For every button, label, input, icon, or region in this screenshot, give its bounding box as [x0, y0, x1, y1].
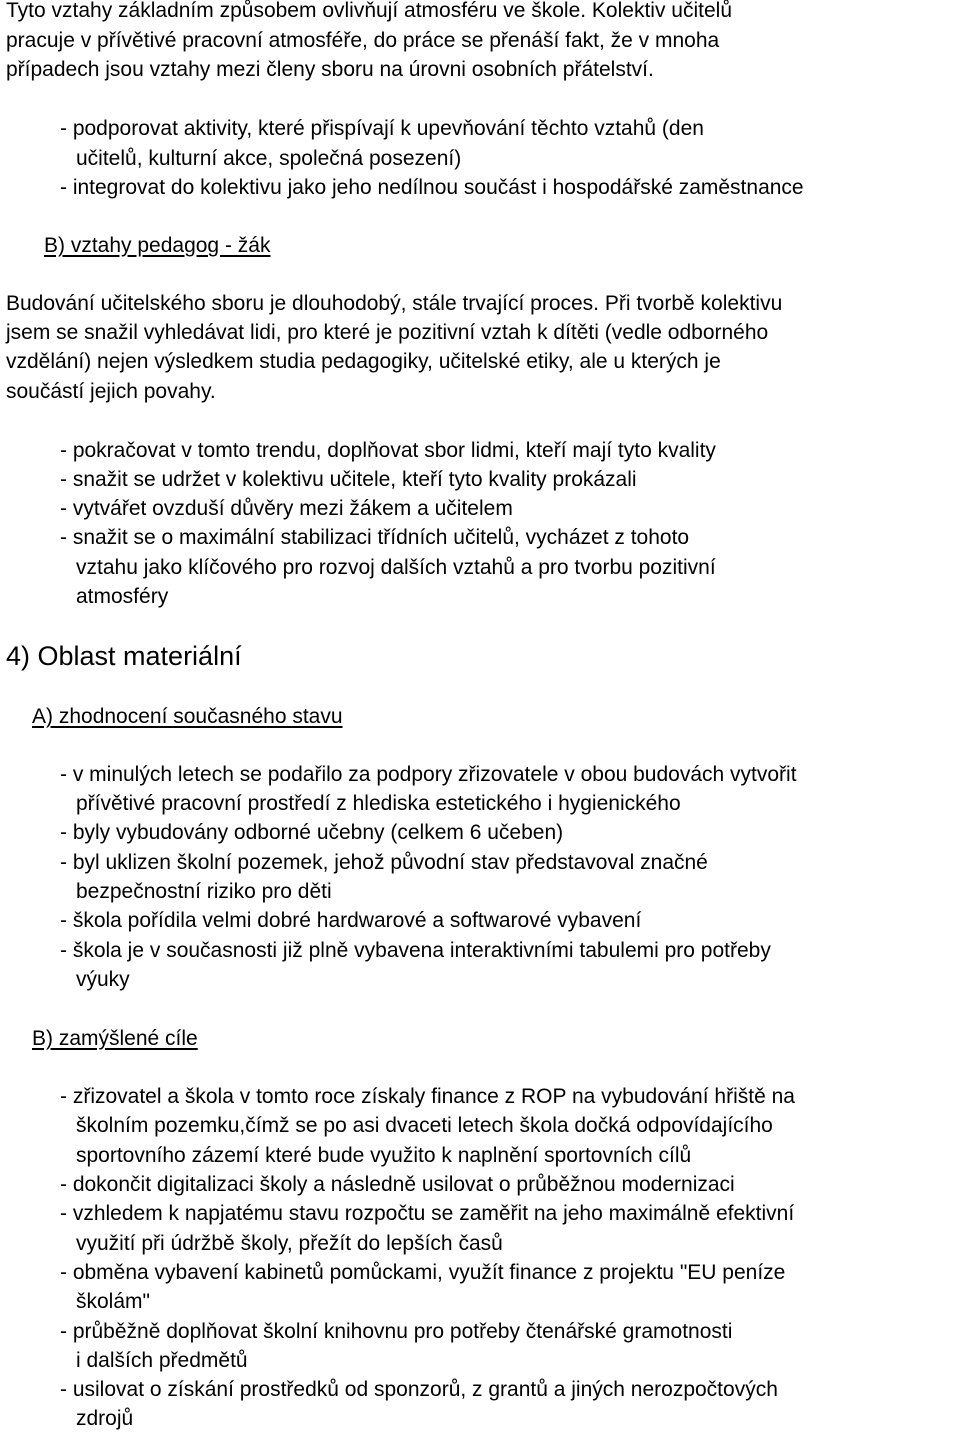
- list-item-continuation: sportovního zázemí které bude využito k naplnění sportovních cílů: [76, 1144, 692, 1167]
- list-item: - průběžně doplňovat školní knihovnu pro potřeby čtenářské gramotnosti: [60, 1320, 733, 1343]
- list-item-continuation: atmosféry: [76, 585, 169, 608]
- list-item-continuation: využití při údržbě školy, přežít do lepších časů: [76, 1232, 503, 1255]
- list-item: - podporovat aktivity, které přispívají k upevňování těchto vztahů (den: [60, 117, 704, 140]
- list-item-continuation: výuky: [76, 968, 130, 991]
- list-item: - škola pořídila velmi dobré hardwarové a softwarové vybavení: [60, 909, 642, 932]
- paragraph-line: případech jsou vztahy mezi členy sboru na úrovni osobních přátelství.: [6, 58, 654, 81]
- list-item-continuation: školním pozemku,čímž se po asi dvaceti letech škola dočká odpovídajícího: [76, 1114, 773, 1137]
- list-item: - integrovat do kolektivu jako jeho nedílnou součást i hospodářské zaměstnance: [60, 176, 804, 199]
- paragraph-line: vzdělání) nejen výsledkem studia pedagogiky, učitelské etiky, ale u kterých je: [6, 350, 721, 373]
- list-item-continuation: zdrojů: [76, 1407, 134, 1430]
- list-item: - pokračovat v tomto trendu, doplňovat sbor lidmi, kteří mají tyto kvality: [60, 439, 716, 462]
- list-item-continuation: učitelů, kulturní akce, společná posezení): [76, 147, 462, 170]
- list-item: - v minulých letech se podařilo za podpory zřizovatele v obou budovách vytvořit: [60, 763, 797, 786]
- list-item: - obměna vybavení kabinetů pomůckami, využít finance z projektu "EU peníze: [60, 1261, 786, 1284]
- list-item: - vytvářet ovzduší důvěry mezi žákem a učitelem: [60, 497, 513, 520]
- list-item: - vzhledem k napjatému stavu rozpočtu se zaměřit na jeho maximálně efektivní: [60, 1202, 795, 1225]
- list-item: - dokončit digitalizaci školy a následně usilovat o průběžnou modernizaci: [60, 1173, 735, 1196]
- paragraph-line: jsem se snažil vyhledávat lidi, pro které je pozitivní vztah k dítěti (vedle odborného: [6, 321, 769, 344]
- subsection-heading: B) zamýšlené cíle: [32, 1027, 198, 1050]
- paragraph-line: Budování učitelského sboru je dlouhodobý, stále trvající proces. Při tvorbě kolektivu: [6, 292, 783, 315]
- list-item-continuation: přívětivé pracovní prostředí z hlediska estetického i hygienického: [76, 792, 681, 815]
- paragraph-line: Tyto vztahy základním způsobem ovlivňují atmosféru ve škole. Kolektiv učitelů: [6, 0, 732, 22]
- list-item-continuation: vztahu jako klíčového pro rozvoj dalších vztahů a pro tvorbu pozitivní: [76, 556, 716, 579]
- subsection-heading: B) vztahy pedagog - žák: [44, 234, 271, 257]
- list-item-continuation: bezpečnostní riziko pro děti: [76, 880, 332, 903]
- list-item: - snažit se o maximální stabilizaci třídních učitelů, vycházet z tohoto: [60, 526, 690, 549]
- list-item: - byly vybudovány odborné učebny (celkem 6 učeben): [60, 821, 564, 844]
- list-item: - zřizovatel a škola v tomto roce získaly finance z ROP na vybudování hřiště na: [60, 1085, 795, 1108]
- list-item: - škola je v současnosti již plně vybavena interaktivními tabulemi pro potřeby: [60, 939, 771, 962]
- list-item: - usilovat o získání prostředků od sponzorů, z grantů a jiných nerozpočtových: [60, 1378, 778, 1401]
- subsection-heading: A) zhodnocení současného stavu: [32, 705, 343, 728]
- list-item-continuation: i dalších předmětů: [76, 1349, 248, 1372]
- paragraph-line: pracuje v přívětivé pracovní atmosféře, do práce se přenáší fakt, že v mnoha: [6, 29, 720, 52]
- list-item: - byl uklizen školní pozemek, jehož původní stav představoval značné: [60, 851, 708, 874]
- section-heading: 4) Oblast materiální: [6, 641, 242, 671]
- list-item: - snažit se udržet v kolektivu učitele, kteří tyto kvality prokázali: [60, 468, 637, 491]
- paragraph-line: součástí jejich povahy.: [6, 380, 216, 403]
- list-item-continuation: školám": [76, 1290, 150, 1313]
